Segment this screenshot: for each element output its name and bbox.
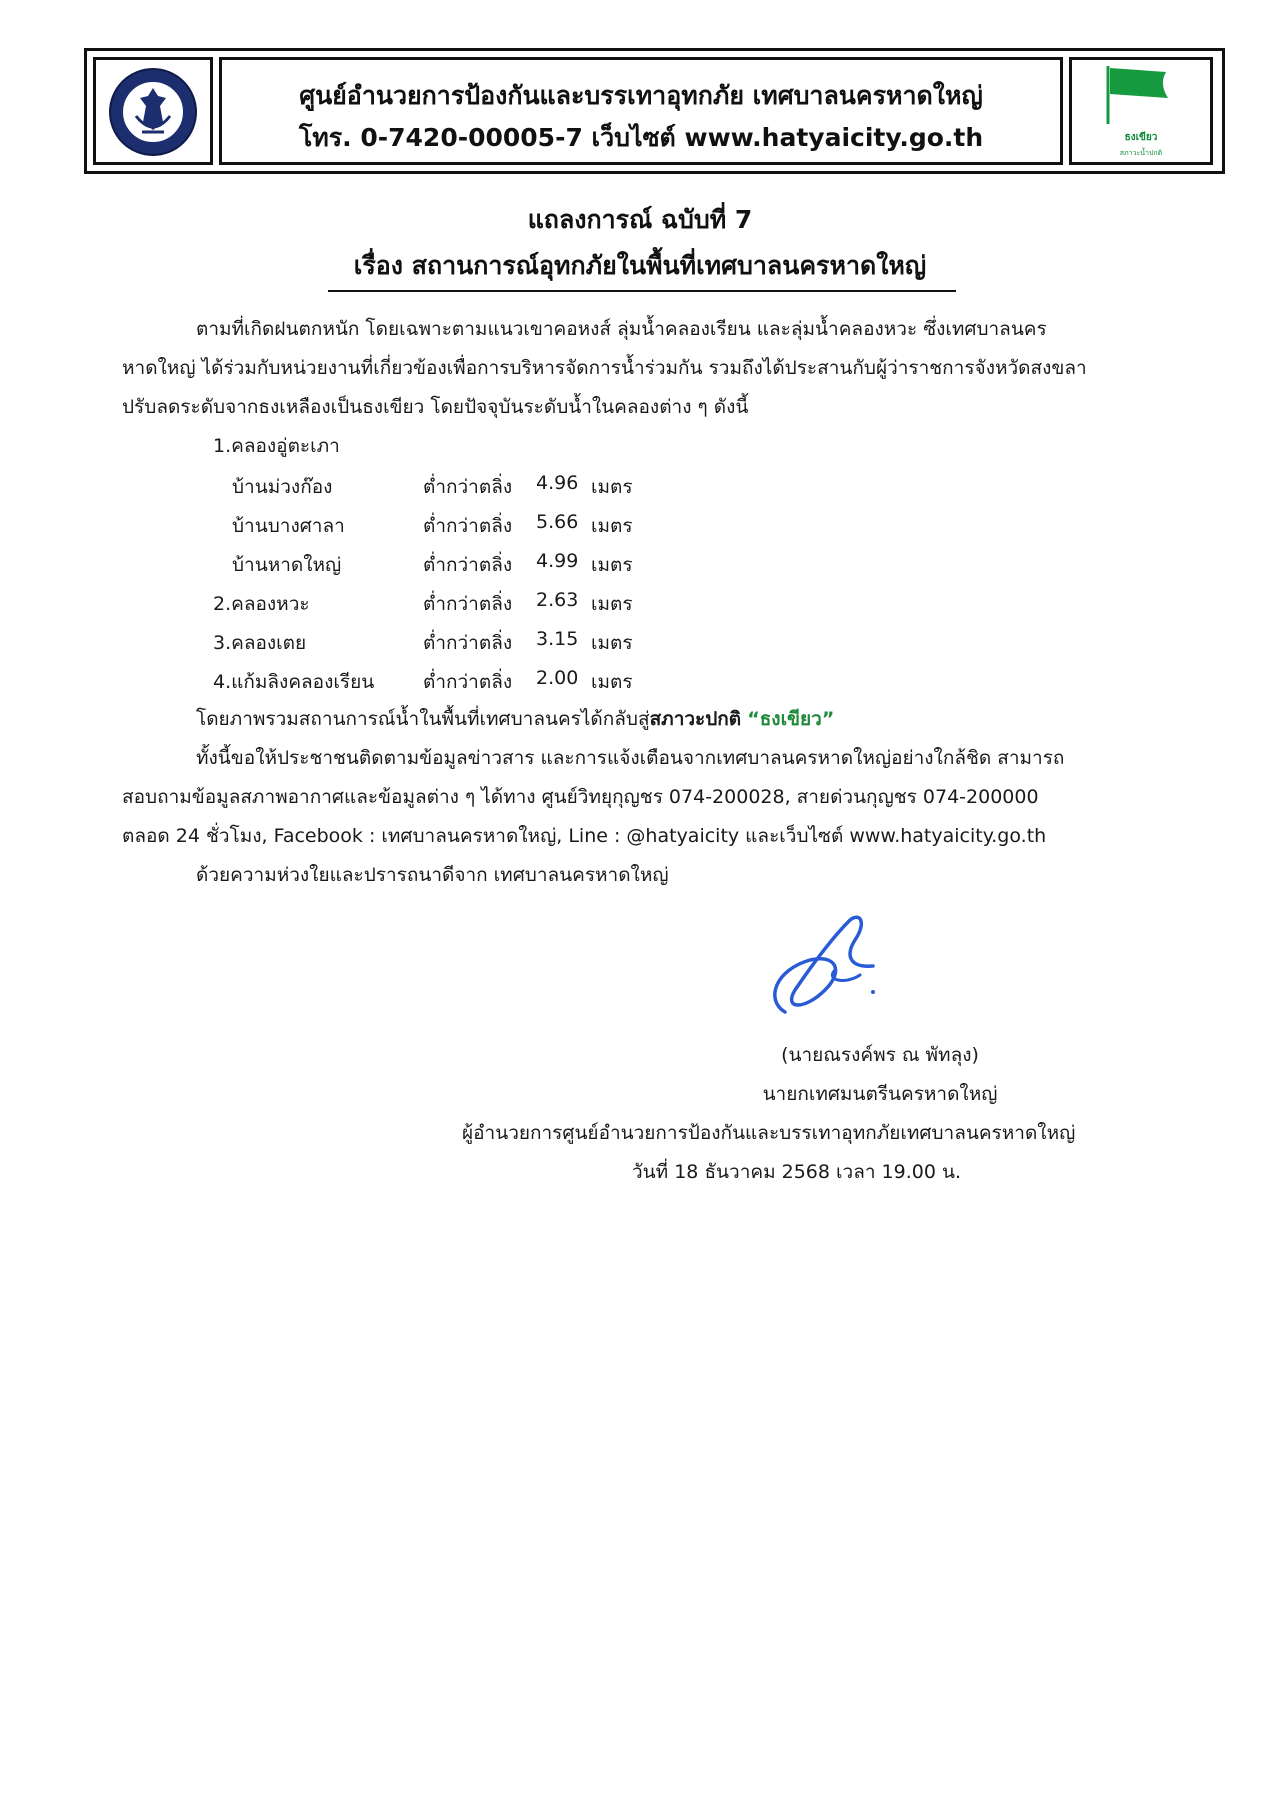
station-name: บ้านบางศาลา	[232, 515, 345, 537]
municipal-seal-frame	[93, 57, 213, 165]
level-unit: เมตร	[591, 632, 633, 654]
canal-name: 4.แก้มลิงคลองเรียน	[213, 671, 375, 693]
signatory-position-2: ผู้อำนวยการศูนย์อำนวยการป้องกันและบรรเทาอุทกภัยเทศบาลนครหาดใหญ่	[462, 1122, 1076, 1144]
canal-group-title: 1.คลองอู่ตะเภา	[213, 435, 340, 457]
station-name: บ้านหาดใหญ่	[232, 554, 342, 576]
intro-line-3: ปรับลดระดับจากธงเหลืองเป็นธงเขียว โดยปัจจุบันระดับน้ำในคลองต่าง ๆ ดังนี้	[122, 396, 749, 418]
level-unit: เมตร	[591, 515, 633, 537]
summary-flag: “ธงเขียว”	[747, 708, 835, 730]
canal-name: 3.คลองเตย	[213, 632, 307, 654]
flag-subcaption: สภาวะน้ำปกติ	[1119, 149, 1163, 157]
organization-name: ศูนย์อำนวยการป้องกันและบรรเทาอุทกภัย เทศบาลนครหาดใหญ่	[299, 81, 983, 110]
level-status: ต่ำกว่าตลิ่ง	[423, 476, 513, 498]
announcement-date: วันที่ 18 ธันวาคม 2568 เวลา 19.00 น.	[632, 1161, 962, 1183]
level-value: 3.15	[536, 628, 579, 650]
green-flag-frame	[1069, 57, 1213, 165]
signatory-name: (นายณรงค์พร ณ พัทลุง)	[781, 1044, 979, 1066]
level-status: ต่ำกว่าตลิ่ง	[423, 554, 513, 576]
level-status: ต่ำกว่าตลิ่ง	[423, 671, 513, 693]
header-text-frame	[219, 57, 1063, 165]
level-value: 5.66	[536, 511, 579, 533]
summary-line	[196, 706, 834, 732]
municipal-seal-icon	[108, 66, 198, 158]
level-value: 4.96	[536, 472, 579, 494]
contact-info: โทร. 0-7420-00005-7 เว็บไซต์ www.hatyaicity.go.th	[298, 123, 984, 152]
announcement-number: แถลงการณ์ ฉบับที่ 7	[527, 205, 753, 234]
canal-name: 2.คลองหวะ	[213, 593, 310, 615]
flag-caption: ธงเขียว	[1124, 132, 1158, 143]
level-unit: เมตร	[591, 593, 633, 615]
station-name: บ้านม่วงก๊อง	[232, 476, 333, 498]
notice-line-1: ทั้งนี้ขอให้ประชาชนติดตามข้อมูลข่าวสาร และการแจ้งเตือนจากเทศบาลนครหาดใหญ่อย่างใกล้ชิด สามารถ	[196, 747, 1065, 769]
level-value: 2.63	[536, 589, 579, 611]
level-status: ต่ำกว่าตลิ่ง	[423, 593, 513, 615]
summary-status: สภาวะปกติ	[649, 708, 742, 730]
announcement-subject: เรื่อง สถานการณ์อุทกภัยในพื้นที่เทศบาลนครหาดใหญ่	[353, 251, 927, 280]
green-flag-icon	[1104, 64, 1174, 126]
notice-line-3: ตลอด 24 ชั่วโมง, Facebook : เทศบาลนครหาดใหญ่, Line : @hatyaicity และเว็บไซต์ www.hatyaicity.go.th	[122, 825, 1047, 847]
notice-line-2: สอบถามข้อมูลสภาพอากาศและข้อมูลต่าง ๆ ได้ทาง ศูนย์วิทยุกุญชร 074-200028, สายด่วนกุญชร 074-200000	[122, 786, 1039, 808]
level-value: 2.00	[536, 667, 579, 689]
level-unit: เมตร	[591, 476, 633, 498]
closing-line: ด้วยความห่วงใยและปรารถนาดีจาก เทศบาลนครหาดใหญ่	[196, 864, 669, 886]
intro-line-2: หาดใหญ่ ได้ร่วมกับหน่วยงานที่เกี่ยวข้องเพื่อการบริหารจัดการน้ำร่วมกัน รวมถึงได้ประสานกับผู้ว่าราชการจังหวัดสงขลา	[122, 357, 1087, 379]
summary-prefix: โดยภาพรวมสถานการณ์น้ำในพื้นที่เทศบาลนครได้กลับสู่	[196, 708, 650, 730]
title-underline	[328, 290, 956, 292]
level-unit: เมตร	[591, 554, 633, 576]
header-box	[84, 48, 1225, 174]
level-unit: เมตร	[591, 671, 633, 693]
level-status: ต่ำกว่าตลิ่ง	[423, 632, 513, 654]
intro-line-1: ตามที่เกิดฝนตกหนัก โดยเฉพาะตามแนวเขาคอหงส์ ลุ่มน้ำคลองเรียน และลุ่มน้ำคลองหวะ ซึ่งเทศบาลนคร	[196, 318, 1047, 340]
level-status: ต่ำกว่าตลิ่ง	[423, 515, 513, 537]
level-value: 4.99	[536, 550, 579, 572]
handwritten-signature	[755, 900, 895, 1030]
signatory-position-1: นายกเทศมนตรีนครหาดใหญ่	[762, 1083, 998, 1105]
